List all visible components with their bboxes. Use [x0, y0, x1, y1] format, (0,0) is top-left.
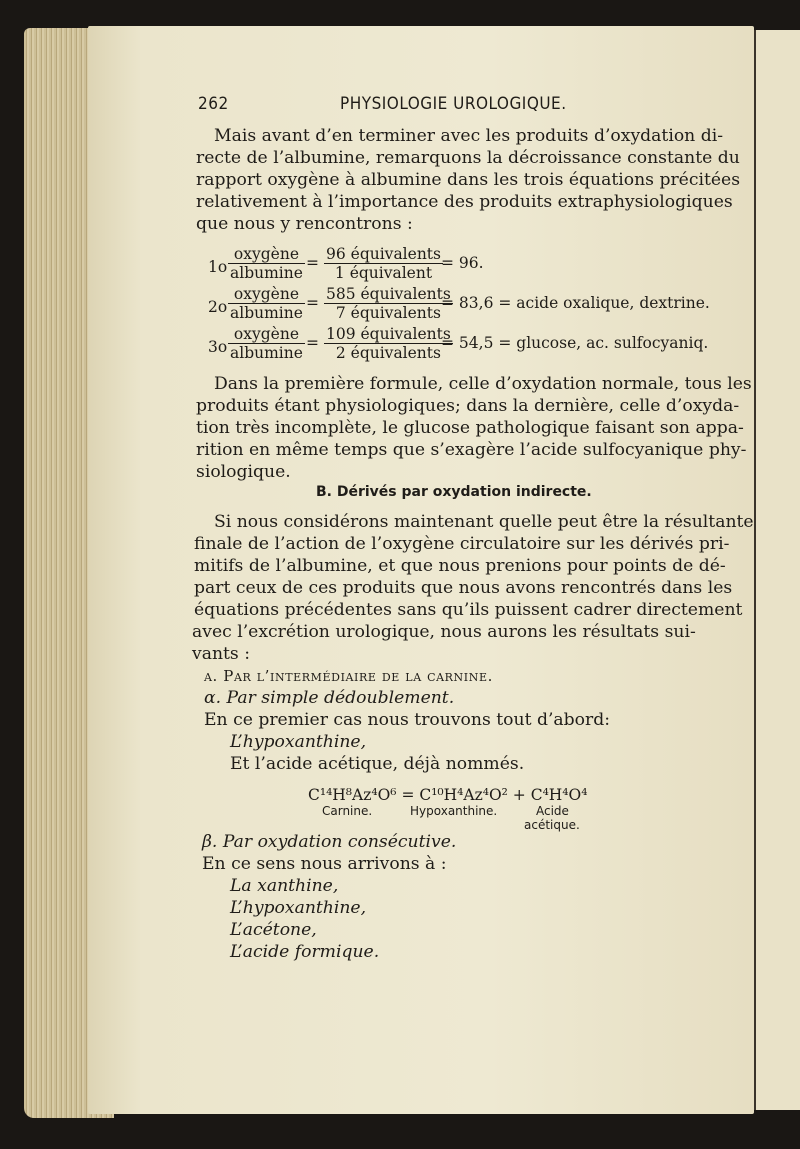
eq2-num2: 585 équivalents [326, 285, 451, 303]
eq2-num: oxygène [233, 285, 299, 303]
eq1-den2: 1 équivalent [334, 264, 433, 282]
label-acide: Acide [536, 804, 569, 818]
label-hypoxanthine: Hypoxanthine. [410, 804, 498, 818]
para3-line-7: vants : [192, 644, 251, 664]
next-page-strip [752, 30, 800, 1110]
list-xanthine: La xanthine, [230, 876, 339, 896]
intro-line-2: recte de l’albumine, remarquons la décroissance constante du [196, 148, 740, 168]
eq3-den2: 2 équivalents [335, 344, 441, 362]
label-acetique: acétique. [524, 818, 580, 832]
subsection-a: a. Par l’intermédiaire de la carnine. [204, 667, 493, 685]
para2-line-2: produits étant physiologiques; dans la dernière, celle d’oxyda- [196, 396, 740, 416]
para3-line-6: avec l’excrétion urologique, nous aurons les résultats sui- [192, 622, 696, 642]
intro-line-1: Mais avant d’en terminer avec les produits d’oxydation di- [214, 126, 724, 146]
eq3-fraction-b [324, 325, 453, 362]
eq2-den2: 7 équivalents [335, 304, 441, 322]
para3-line-5: équations précédentes sans qu’ils puissent cadrer directement [194, 600, 743, 620]
eq3-result: = 54,5 = glucose, ac. sulfocyaniq. [441, 334, 709, 352]
eq1-num: oxygène [233, 245, 299, 263]
eq1-index: 1o [208, 258, 228, 276]
para3-line-4: part ceux de ces produits que nous avons rencontrés dans les [194, 578, 733, 598]
eq2-equals: = [306, 294, 319, 312]
list-acide-formique: L’acide formique. [230, 942, 380, 962]
list-hypoxanthine: L’hypoxanthine, [230, 898, 367, 918]
eq3-num: oxygène [233, 325, 299, 343]
subsection-alpha: α. Par simple dédoublement. [204, 688, 455, 708]
subsection-beta: β. Par oxydation consécutive. [202, 832, 457, 852]
para2-line-1: Dans la première formule, celle d’oxydation normale, tous les [214, 374, 752, 394]
list-acetone: L’acétone, [230, 920, 317, 940]
eq1-fraction-b [324, 245, 443, 282]
eq3-index: 3o [208, 338, 228, 356]
eq1-num2: 96 équivalents [326, 245, 441, 263]
eq2-result: = 83,6 = acide oxalique, dextrine. [441, 294, 710, 312]
para3-line-3: mitifs de l’albumine, et que nous prenions pour points de dé- [194, 556, 726, 576]
para2-line-3: tion très incomplète, le glucose pathologique faisant son appa- [196, 418, 744, 438]
para3-line-2: finale de l’action de l’oxygène circulatoire sur les dérivés pri- [194, 534, 730, 554]
eq3-num2: 109 équivalents [326, 325, 451, 343]
eq1-den: albumine [230, 264, 303, 282]
eq3-equals: = [306, 334, 319, 352]
page-number: 262 [198, 94, 229, 114]
intro-line-4: relativement à l’importance des produits extraphysiologiques [196, 192, 733, 212]
acide-acetique-line: Et l’acide acétique, déjà nommés. [230, 754, 525, 774]
intro-line-5: que nous y rencontrons : [196, 214, 413, 234]
first-case-line: En ce premier cas nous trouvons tout d’abord: [204, 710, 611, 730]
carnine-formula: C¹⁴H⁸Az⁴O⁶ = C¹⁰H⁴Az⁴O² + C⁴H⁴O⁴ [308, 786, 588, 804]
book-page [88, 26, 754, 1114]
hypoxanthine-line: L’hypoxanthine, [230, 732, 367, 752]
eq1-result: = 96. [441, 254, 484, 272]
eq2-fraction-a [228, 285, 305, 322]
label-carnine: Carnine. [322, 804, 373, 818]
eq2-index: 2o [208, 298, 228, 316]
para2-line-5: siologique. [196, 462, 291, 482]
para2-line-4: rition en même temps que s’exagère l’acide sulfocyanique phy- [196, 440, 747, 460]
sens-line: En ce sens nous arrivons à : [202, 854, 447, 874]
intro-line-3: rapport oxygène à albumine dans les trois équations précitées [196, 170, 741, 190]
eq2-fraction-b [324, 285, 453, 322]
para3-line-1: Si nous considérons maintenant quelle peut être la résultante [214, 512, 754, 532]
eq1-fraction-a [228, 245, 305, 282]
eq1-equals: = [306, 254, 319, 272]
section-title: B. Dérivés par oxydation indirecte. [316, 484, 592, 500]
eq3-fraction-a [228, 325, 305, 362]
eq3-den: albumine [230, 344, 303, 362]
running-title: PHYSIOLOGIE UROLOGIQUE. [340, 94, 567, 114]
eq2-den: albumine [230, 304, 303, 322]
